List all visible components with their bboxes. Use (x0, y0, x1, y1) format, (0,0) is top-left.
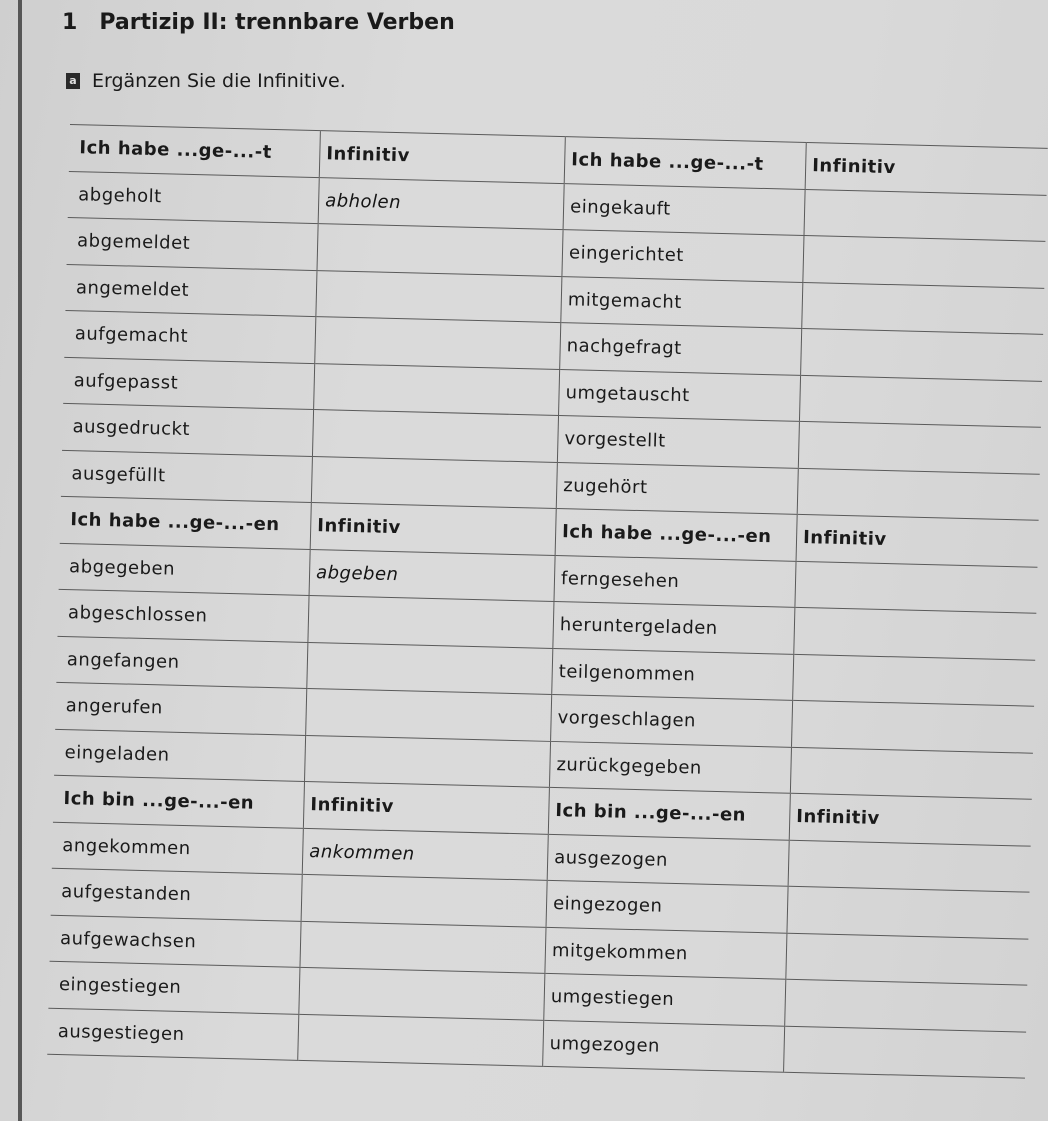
participle-cell: ausgefüllt (61, 450, 313, 503)
participle-cell: ausgedruckt (62, 403, 314, 456)
infinitive-column-header: Infinitiv (805, 142, 1048, 194)
infinitive-answer-cell[interactable] (804, 189, 1047, 241)
participle-cell: zurückgegeben (549, 741, 791, 793)
infinitive-answer-cell[interactable] (306, 688, 552, 740)
participle-cell: vorgeschlagen (551, 694, 793, 746)
participle-cell: ferngesehen (554, 555, 796, 607)
participle-cell: eingestiegen (48, 961, 300, 1014)
infinitive-answer-cell[interactable] (314, 363, 560, 415)
participle-cell: umgezogen (543, 1020, 785, 1072)
participle-cell: mitgekommen (545, 927, 787, 979)
infinitive-answer-cell[interactable] (300, 921, 546, 973)
infinitive-answer-cell[interactable] (784, 1026, 1027, 1078)
infinitive-answer-cell[interactable] (312, 410, 558, 462)
participle-column-header: Ich bin ...ge-...-en (548, 787, 790, 839)
infinitive-column-header: Infinitiv (310, 503, 556, 555)
infinitive-column-header: Infinitiv (796, 514, 1039, 566)
task-instruction-line (66, 70, 346, 92)
infinitive-column-header: Infinitiv (319, 131, 565, 183)
participle-column-header: Ich bin ...ge-...-en (53, 775, 305, 828)
infinitive-answer-cell[interactable]: abgeben (309, 549, 555, 601)
participle-cell: abgegeben (59, 543, 311, 596)
infinitive-answer-cell[interactable] (308, 595, 554, 647)
infinitive-answer-cell[interactable] (803, 235, 1046, 287)
task-instruction: Ergänzen Sie die Infinitive. (92, 70, 346, 92)
exercise-title: Partizip II: trennbare Verben (99, 10, 455, 35)
participle-cell: abgeholt (68, 171, 320, 224)
infinitive-answer-cell[interactable] (311, 456, 557, 508)
participle-cell: teilgenommen (552, 648, 794, 700)
participle-cell: heruntergeladen (553, 601, 795, 653)
infinitive-answer-cell[interactable] (791, 700, 1034, 752)
infinitive-answer-cell[interactable] (795, 561, 1038, 613)
infinitive-answer-cell[interactable] (798, 421, 1041, 473)
infinitive-answer-cell[interactable] (787, 886, 1030, 938)
infinitive-answer-cell[interactable]: ankommen (302, 828, 548, 880)
infinitive-answer-cell[interactable] (301, 874, 547, 926)
participle-column-header: Ich habe ...ge-...-en (555, 508, 797, 560)
infinitive-answer-cell[interactable] (305, 735, 551, 787)
infinitive-answer-cell[interactable] (794, 607, 1037, 659)
participle-cell: eingezogen (546, 880, 788, 932)
participle-cell: angerufen (55, 682, 307, 735)
infinitive-answer-cell[interactable] (797, 468, 1040, 520)
exercise-header (62, 10, 455, 35)
infinitive-answer-cell[interactable] (793, 654, 1036, 706)
infinitive-answer-cell[interactable] (786, 933, 1029, 985)
participle-cell: angefangen (56, 636, 308, 689)
participle-cell: vorgestellt (557, 416, 799, 468)
participle-cell: mitgemacht (561, 276, 803, 328)
infinitive-answer-cell[interactable] (316, 270, 562, 322)
infinitive-answer-cell[interactable] (802, 282, 1045, 334)
exercise-number: 1 (62, 10, 78, 35)
participle-cell: angemeldet (65, 264, 317, 317)
participle-cell: eingeladen (54, 729, 306, 782)
infinitive-answer-cell[interactable] (801, 328, 1044, 380)
infinitive-answer-cell[interactable] (785, 979, 1028, 1031)
participle-cell: ausgestiegen (47, 1008, 299, 1061)
infinitive-answer-cell[interactable] (299, 967, 545, 1019)
participle-cell: aufgestanden (51, 868, 303, 921)
participle-column-header: Ich habe ...ge-...-t (564, 137, 806, 189)
participle-cell: aufgepasst (63, 357, 315, 410)
participle-cell: angekommen (52, 822, 304, 875)
participle-cell: umgestiegen (544, 973, 786, 1025)
participle-column-header: Ich habe ...ge-...-t (69, 124, 321, 177)
verb-table (47, 124, 1047, 1079)
participle-cell: nachgefragt (560, 323, 802, 375)
infinitive-answer-cell[interactable] (799, 375, 1042, 427)
infinitive-answer-cell[interactable] (307, 642, 553, 694)
infinitive-answer-cell[interactable]: abholen (318, 177, 564, 229)
infinitive-answer-cell[interactable] (788, 840, 1031, 892)
infinitive-column-header: Infinitiv (789, 793, 1032, 845)
participle-column-header: Ich habe ...ge-...-en (60, 496, 312, 549)
participle-cell: abgeschlossen (57, 589, 309, 642)
infinitive-answer-cell[interactable] (317, 224, 563, 276)
participle-cell: zugehört (556, 462, 798, 514)
infinitive-answer-cell[interactable] (315, 317, 561, 369)
infinitive-column-header: Infinitiv (303, 781, 549, 833)
infinitive-answer-cell[interactable] (298, 1014, 544, 1066)
participle-cell: abgemeldet (67, 217, 319, 270)
participle-cell: aufgewachsen (50, 915, 302, 968)
participle-cell: eingekauft (563, 183, 805, 235)
participle-cell: eingerichtet (562, 230, 804, 282)
participle-cell: ausgezogen (547, 834, 789, 886)
participle-cell: umgetauscht (559, 369, 801, 421)
participle-cell: aufgemacht (64, 310, 316, 363)
infinitive-answer-cell[interactable] (790, 747, 1033, 799)
task-label-badge: a (66, 73, 80, 89)
